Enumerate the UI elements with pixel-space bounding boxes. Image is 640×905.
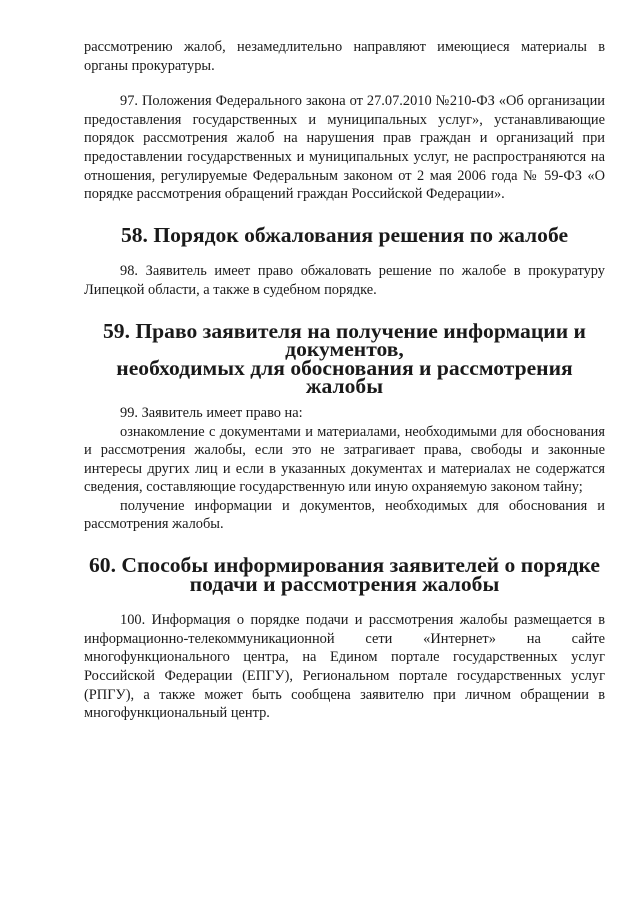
paragraph-99: 99. Заявитель имеет право на: <box>120 404 303 421</box>
section-heading-59 <box>84 318 605 399</box>
section-heading-60 <box>84 553 605 596</box>
paragraph-99-item-b: получение информации и документов, необходимых для обоснования и рассмотрения жалобы. <box>84 497 605 533</box>
paragraph-97: 97. Положения Федерального закона от 27.07.2010 №210-ФЗ «Об организации предоставления государственных и муниципальных услуг», устанавливающие порядок рассмотрения жалоб на нарушения прав граждан и организаций при предоставлении государственных и муниципальных услуг, не распространяются на отношения, регулируемые Федеральным законом от 2 мая 2006 года № 59-ФЗ «О порядке рассмотрения обращений граждан Российской Федерации». <box>84 93 605 203</box>
heading-60-line-2: подачи и рассмотрения жалобы <box>189 571 500 596</box>
heading-59-line-2: необходимых для обоснования и рассмотрения жалобы <box>116 355 573 399</box>
paragraph-98: 98. Заявитель имеет право обжаловать решение по жалобе в прокуратуру Липецкой области, а также в судебном порядке. <box>84 263 605 298</box>
document-page <box>84 38 605 723</box>
paragraph-continuation: рассмотрению жалоб, незамедлительно направляют имеющиеся материалы в органы прокуратуры. <box>84 39 605 74</box>
heading-59-line-1: 59. Право заявителя на получение информации и документов, <box>103 318 586 362</box>
paragraph-99-item-a: ознакомление с документами и материалами, необходимыми для обоснования и рассмотрения жалобы, если это не затрагивает права, свободы и законные интересы других лиц и если в указанных документах и материалах не содержатся сведения, составляющие государственную или иную охраняемую законом тайну; <box>84 423 605 496</box>
section-heading-58 <box>84 222 605 247</box>
heading-60-line-1: 60. Способы информирования заявителей о порядке <box>89 553 600 578</box>
paragraph-100: 100. Информация о порядке подачи и рассмотрения жалобы размещается в информационно-телекоммуникационной сети «Интернет» на сайте многофункционального центра, на Едином портале государственных услуг Российской Федерации (ЕПГУ), Региональном портале государственных услуг (РПГУ), а также может быть сообщена заявителю при личном обращении в многофункциональный центр. <box>84 612 605 722</box>
heading-58-text: 58. Порядок обжалования решения по жалобе <box>120 222 569 247</box>
